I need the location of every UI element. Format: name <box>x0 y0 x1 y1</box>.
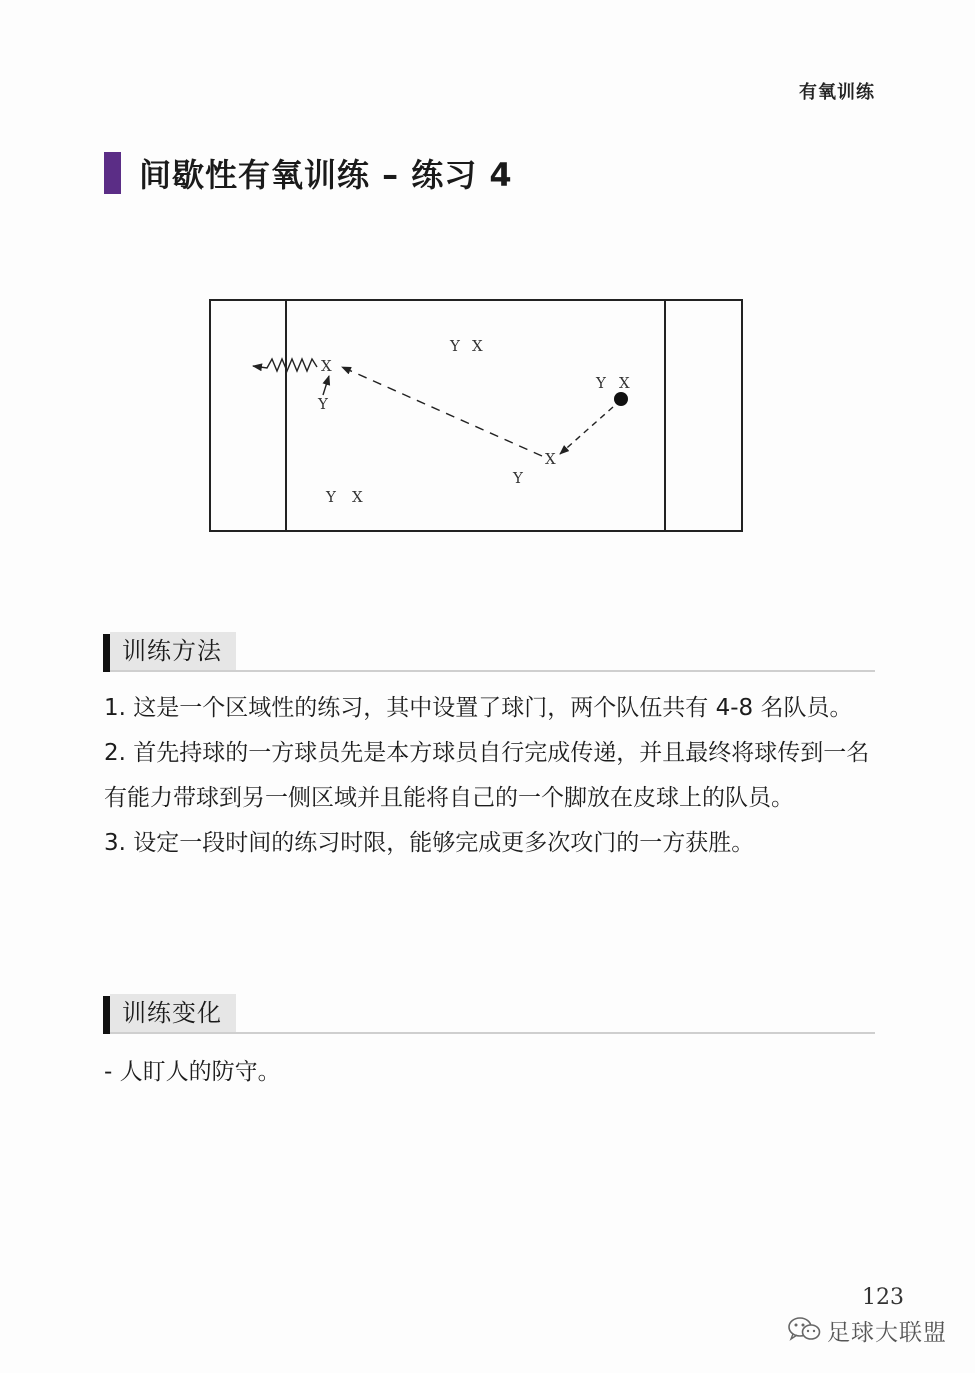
page-title: 间歇性有氧训练 – 练习 4 <box>139 156 513 194</box>
player-x-bottom: X <box>352 488 363 506</box>
method-item-1: 1. 这是一个区域性的练习，其中设置了球门，两个队伍共有 4-8 名队员。 <box>104 695 853 721</box>
player-y-right: Y <box>596 374 606 392</box>
player-x-top: X <box>472 337 483 355</box>
section-heading-label: 训练变化 <box>110 994 236 1032</box>
method-list <box>104 686 884 866</box>
variation-item-1: - 人盯人的防守。 <box>104 1059 281 1085</box>
section-heading-variation <box>103 994 875 1034</box>
method-item-3: 3. 设定一段时间的练习时限，能够完成更多次攻门的一方获胜。 <box>104 830 755 856</box>
running-head: 有氧训练 <box>799 82 875 103</box>
wechat-icon <box>787 1316 821 1346</box>
section-heading-rule <box>110 670 875 672</box>
pass-arrow-middle-to-left <box>342 367 542 456</box>
player-y-top: Y <box>450 337 460 355</box>
section-heading-bar <box>103 996 110 1034</box>
ball <box>614 392 628 406</box>
watermark-text: 足球大联盟 <box>827 1320 947 1346</box>
player-x-right: X <box>619 374 630 392</box>
player-y-left: Y <box>318 395 328 413</box>
player-y-bottom: Y <box>326 488 336 506</box>
section-heading-label: 训练方法 <box>110 632 236 670</box>
section-heading-method <box>103 632 875 672</box>
pass-arrow-ball-to-middle <box>560 407 613 454</box>
method-item-2: 2. 首先持球的一方球员先是本方球员自行完成传递，并且最终将球传到一名有能力带球到另一侧区域并且能将自己的一个脚放在皮球上的队员。 <box>104 740 870 811</box>
section-heading-rule <box>110 1032 875 1034</box>
run-arrow-left-y <box>323 376 329 395</box>
pitch-boundary <box>210 300 742 531</box>
title-accent-bar <box>104 152 121 194</box>
player-y-middle: Y <box>513 469 523 487</box>
player-x-middle: X <box>545 450 556 468</box>
drill-diagram <box>205 293 750 542</box>
player-x-left: X <box>321 357 332 375</box>
variation-list <box>104 1050 884 1095</box>
section-heading-bar <box>103 634 110 672</box>
watermark <box>787 1314 947 1347</box>
page-number: 123 <box>862 1285 904 1310</box>
section-title <box>104 150 513 196</box>
